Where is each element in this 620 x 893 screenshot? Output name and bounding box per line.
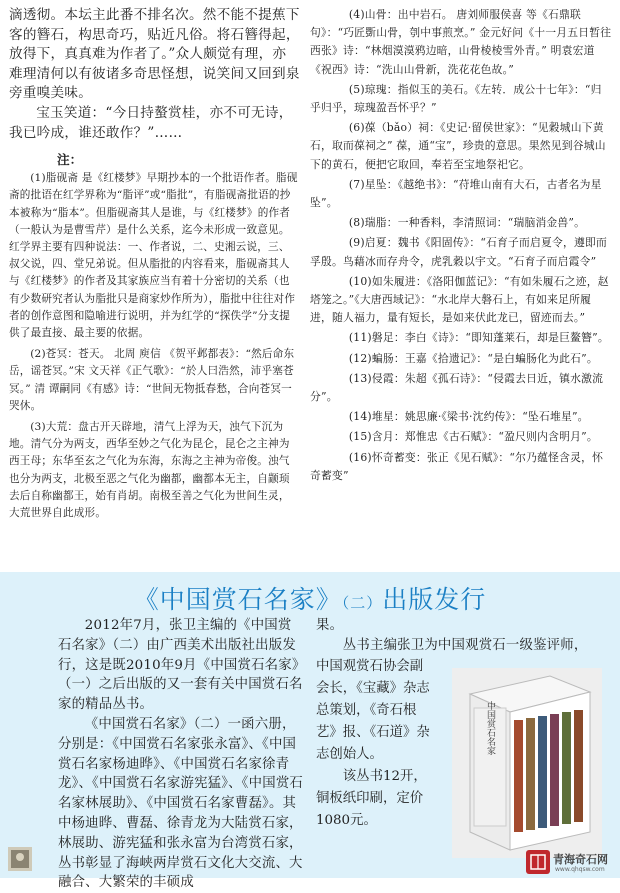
note-item: (12)蝙肠：王嘉《拾遗记》：“是白蝙肠化为此石”。	[348, 351, 598, 365]
article-paragraph: 2012年7月，张卫主编的《中国赏石名家》（二）由广西美术出版社出版发行，这是既2010年9月《中国赏石名家》（一）之后出版的又一套有关中国赏石名家的精品丛书。	[58, 618, 303, 713]
author-thumbnail	[8, 847, 32, 871]
article-paragraph: 中国观赏石协会副会长，《宝藏》杂志总策划，《奇石根艺》报、《石道》杂志创始人。	[316, 659, 430, 762]
article-paragraph: 该丛书12开，铜板纸印刷，定价1080元。	[316, 769, 427, 828]
left-column	[9, 6, 300, 526]
site-logo	[525, 849, 619, 877]
book-set-image	[452, 668, 602, 858]
note-item: (16)怀奇蓄变：张正《见石赋》：“尔乃蕴怪含灵，怀奇蓄变”	[310, 450, 604, 482]
article-left-text	[58, 616, 304, 893]
article-right-text	[316, 656, 430, 832]
note-item: (4)山骨：出中岩石。 唐刘师服侯喜 等《石鼎联句》：“巧匠斲山骨，刳中事煎烹。” 金元好问《十一月五日暂往西张》诗：“林烟漠漠鸦边暗，山骨棱棱雪外青。” 明袁宏道《祝西》诗：“洗山山骨新，洗花花色故。”	[310, 8, 612, 76]
title-volume: （二）	[341, 594, 383, 612]
article-paragraph: 丛书主编张卫为中国观赏石一级鉴评师，	[342, 637, 588, 653]
note-item: (5)琼瑰：指似玉的美石。《左转．成公十七年》：“归乎归乎，琼瑰盈吾怀乎？”	[310, 82, 602, 115]
note-item: (1)脂砚斋 是《红楼梦》早期抄本的一个批语作者。脂砚斋的批语在红学界称为“脂评”或“脂批”，有脂砚斋批语的抄本被称为“脂本”。但脂砚斋其人是谁，与《红楼梦》的作者（一般认为是曹雪芹）是什么关系，迄今未形成一致意见。红学界主要有四种说法：一、作者说，二、史湘云说，三、叔父说，四、堂兄弟说。但从脂批的内容看来，脂砚斋其人与《红楼梦》的作者及其家族应当有着十分密切的关系（也有少数研究者认为脂批只是商家炒作所为），脂批中往往对作者的创作意图和隐喻进行说明，并为红学的“探佚学”分支提供了最直接、最主要的依据。	[9, 172, 298, 339]
article-right-top-text	[316, 616, 612, 656]
notes-label: 注：	[57, 152, 83, 168]
note-item: (14)堆星：姚思廉·《梁书·沈约传》：“坠石堆星”。	[348, 410, 589, 424]
book-box-illustration	[452, 668, 602, 858]
title-end: 出版发行	[382, 585, 487, 614]
note-item: (13)侵霞：朱超《孤石诗》：“侵霞去日近，镇水激流分”。	[310, 371, 604, 404]
thumbnail-icon	[8, 847, 32, 871]
title-main: 《中国赏石名家》	[133, 585, 342, 614]
intro-paragraph: 宝玉笑道：“今日持螯赏桂，亦不可无诗，我已吟成，谁还敢作？”……	[9, 104, 293, 141]
article-title	[0, 580, 620, 616]
logo-text: 青海奇石网	[553, 853, 608, 866]
note-item: (9)启夏：魏书《阳固传》：“石育子而启夏令，遵即而孚殷。鸟藉冰而存舟令，虎乳穀以宇文。“石育子而启霞令”	[310, 236, 608, 268]
note-item: (10)如朱履进：《洛阳伽蓝记》：“有如朱履石之迹，赵塔笼之。”《大唐西域记》：“水北岸大磐石上，有如来足所履进，随人福力，量有短长，是如来伏此龙已，留迹而去。”	[310, 274, 609, 325]
note-item: (7)星坠：《越绝书》：“苻堆山南有大石，古者名为星坠”。	[310, 177, 602, 210]
note-item: (6)葆（bǎo）祠：《史记·留侯世家》：“见穀城山下黄石，取而葆祠之” 葆，通“宝”，珍贵的意思。果然见到谷城山下的黄石，便把它取回，奉若至宝地祭祀它。	[310, 121, 606, 171]
article-paragraph: 果。	[316, 618, 344, 633]
note-item: (3)大荒：盘古开天辟地，清气上浮为天，浊气下沉为地。清气分为两支，西华至妙之气化为昆仑，昆仑之主神为西王母；东华至玄之气化为东海，东海之主神为帝俊。浊气也分为两支，北极至恶之气化为幽都，幽都本无主，自颛顼去后自称幽都王，始有肖胡。南极至善之气化为世间生灵，大荒世界自此成形。	[9, 421, 290, 520]
logo-url: www.qhqsw.com	[555, 866, 605, 873]
intro-paragraph: 滴透彻。本坛主此番不排名次。然不能不提蕉下客的簪石，构思奇巧，贴近凡俗。将石簪得起，放得下，真真难为作者了。”众人颇觉有理，亦难理清何以有彼诸多奇思怪想，说笑间又回到泉旁重嗅美味。	[9, 7, 300, 102]
note-item: (11)磐足：李白《诗》：“即知蓬莱石，却是巨鳌簪”。	[348, 331, 609, 345]
note-item: (8)瑞脂：一种香料，李清照词：“瑞脑消金兽”。	[348, 216, 586, 230]
note-item: (2)苍冥：苍天。 北周 庾信 《贺平邺都表》：“然后命东岳，谣苍冥。”宋 文天祥《正气歌》：“於人曰浩然，沛乎塞苍冥。” 清 谭嗣同《有感》诗：“世间无物抵春愁，合向苍冥一哭休。	[9, 348, 295, 412]
logo-emblem-icon	[525, 849, 551, 875]
note-item: (15)含月：郑惟忠《古石赋》：“盈尺则内含明月”。	[348, 430, 598, 444]
right-column	[310, 6, 612, 487]
book-spine-title: 中国赏石名家	[485, 701, 495, 755]
article-paragraph: 《中国赏石名家》（二）一函六册，分别是：《中国赏石名家张永富》、《中国赏石名家杨迪晔》、《中国赏石名家徐青龙》、《中国赏石名家游宪猛》、《中国赏石名家林展助》、《中国赏石名家曹磊》。其中杨迪晔、曹磊、徐青龙为大陆赏石家，林展助、游宪猛和张永富为台湾赏石家，丛书彰显了海峡两岸赏石文化大交流、大融合、大繁荣的丰硕成	[58, 716, 304, 891]
